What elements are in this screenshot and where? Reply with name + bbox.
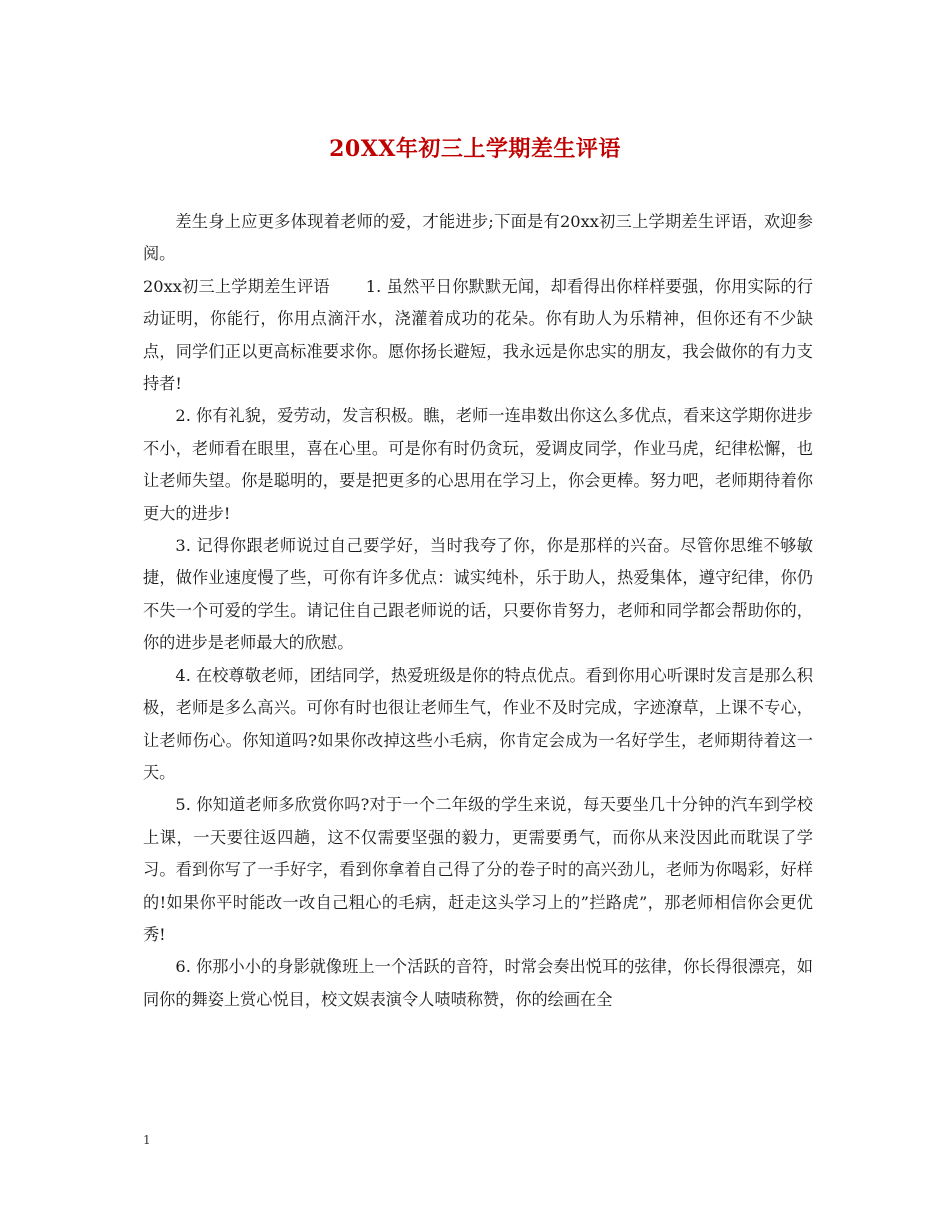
page-number: 1 [143, 1133, 151, 1147]
comment-item-3: 3. 记得你跟老师说过自己要学好，当时我夸了你，你是那样的兴奋。尽管你思维不够敏捷，做作业速度慢了些，可你有许多优点：诚实纯朴，乐于助人，热爱集体，遵守纪律，你仍不失一个可爱的学生。请记住自己跟老师说的话，只要你肯努力，老师和同学都会帮助你的，你的进步是老师最大的欣慰。 [143, 536, 813, 653]
comment-item-2: 2. 你有礼貌，爱劳动，发言积极。瞧，老师一连串数出你这么多优点，看来这学期你进步不小，老师看在眼里，喜在心里。可是你有时仍贪玩，爱调皮同学，作业马虎，纪律松懈，也让老师失望。你是聪明的，要是把更多的心思用在学习上，你会更棒。努力吧，老师期待着你更大的进步! [143, 406, 813, 523]
comment-item-5: 5. 你知道老师多欣赏你吗?对于一个二年级的学生来说，每天要坐几十分钟的汽车到学校上课，一天要往返四趟，这不仅需要坚强的毅力，更需要勇气，而你从来没因此而耽误了学习。看到你写了一手好字，看到你拿着自己得了分的卷子时的高兴劲儿，老师为你喝彩，好样的!如果你平时能改一改自己粗心的毛病，赶走这头学习上的”拦路虎”，那老师相信你会更优秀! [143, 795, 813, 944]
comment-item-4: 4. 在校尊敬老师，团结同学，热爱班级是你的特点优点。看到你用心听课时发言是那么积极，老师是多么高兴。可你有时也很让老师生气，作业不及时完成，字迹潦草，上课不专心，让老师伤心。你知道吗?如果你改掉这些小毛病，你肯定会成为一名好学生，老师期待着这一天。 [143, 665, 813, 782]
comment-item-6: 6. 你那小小的身影就像班上一个活跃的音符，时常会奏出悦耳的弦律，你长得很漂亮，如同你的舞姿上赏心悦目，校文娱表演令人啧啧称赞，你的绘画在全 [143, 957, 813, 1009]
document-body [143, 206, 813, 1016]
comment-item-1: 1. 虽然平日你默默无闻，却看得出你样样要强，你用实际的行动证明，你能行，你用点滴汗水，浇灌着成功的花朵。你有助人为乐精神，但你还有不少缺点，同学们正以更高标准要求你。愿你扬长避短，我永远是你忠实的朋友，我会做你的有力支持者! [143, 276, 813, 394]
first-item-paragraph [143, 271, 813, 401]
intro-paragraph: 差生身上应更多体现着老师的爱，才能进步;下面是有20xx初三上学期差生评语，欢迎参阅。 [143, 212, 813, 264]
document-title: 20XX年初三上学期差生评语 [329, 136, 621, 162]
section-title: 20xx初三上学期差生评语 [143, 276, 330, 296]
